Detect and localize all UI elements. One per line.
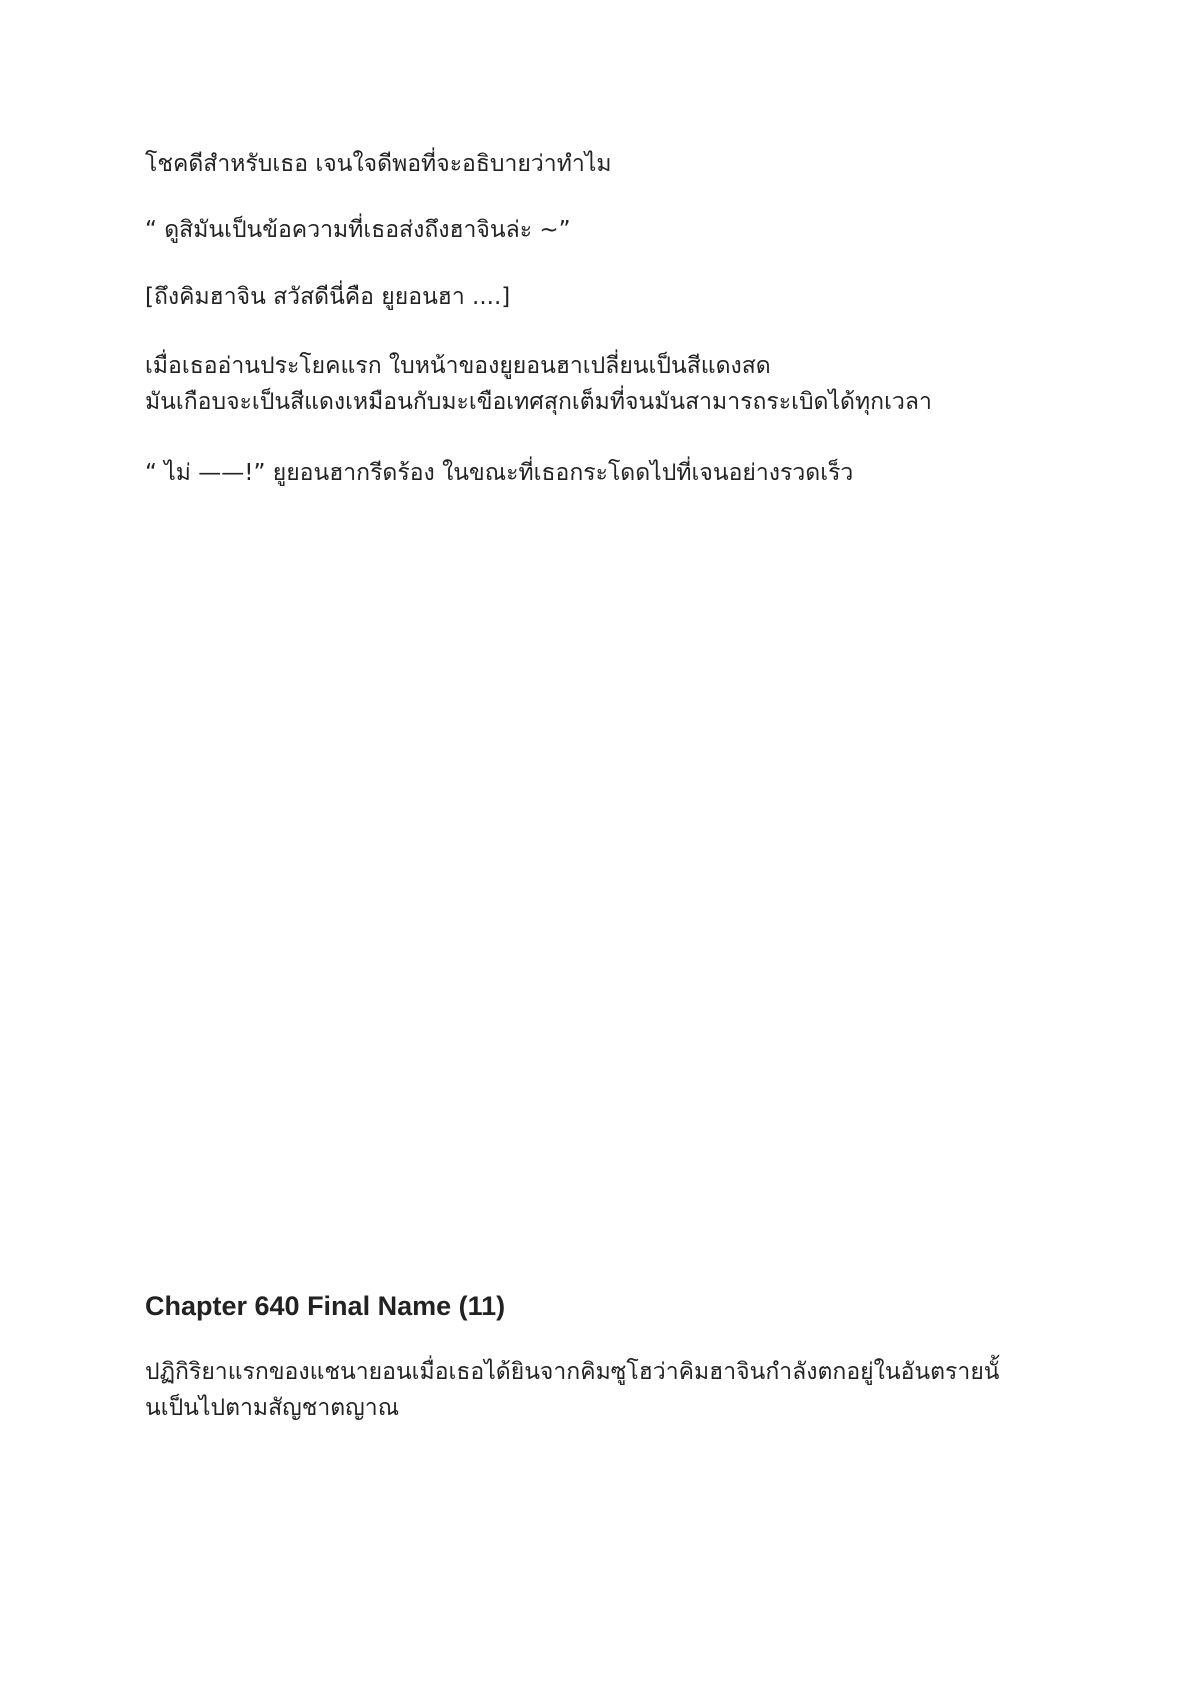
paragraph-line: โชคดีสำหรับเธอ เจนใจดีพอที่จะอธิบายว่าทำไม [145, 151, 612, 177]
paragraph-line: “ ไม่ ——!” ยูยอนฮากรีดร้อง ในขณะที่เธอกระโดดไปที่เจนอย่างรวดเร็ว [145, 460, 854, 486]
paragraph-line: เมื่อเธออ่านประโยคแรก ใบหน้าของยูยอนฮาเปลี่ยนเป็นสีแดงสด [145, 353, 771, 379]
paragraph-2 [145, 212, 1045, 248]
chapter-heading: Chapter 640 Final Name (11) [145, 1291, 506, 1321]
paragraph-5 [145, 455, 1045, 491]
paragraph-line: มันเกือบจะเป็นสีแดงเหมือนกับมะเขือเทศสุกเต็มที่จนมันสามารถระเบิดได้ทุกเวลา [145, 389, 932, 415]
paragraph-6 [145, 1354, 1045, 1426]
paragraph-line: ปฏิกิริยาแรกของแชนายอนเมื่อเธอได้ยินจากคิมซูโฮว่าคิมฮาจินกำลังตกอยู่ในอันตรายนั้ [145, 1359, 1000, 1385]
paragraph-3 [145, 279, 1045, 315]
paragraph-line: นเป็นไปตามสัญชาตญาณ [145, 1395, 400, 1421]
paragraph-1 [145, 146, 1045, 182]
paragraph-line: [ถึงคิมฮาจิน สวัสดีนี่คือ ยูยอนฮา ....] [145, 284, 511, 310]
paragraph-line: “ ดูสิมันเป็นข้อความที่เธอส่งถึงฮาจินล่ะ ~” [145, 217, 571, 243]
paragraph-4 [145, 348, 1045, 420]
